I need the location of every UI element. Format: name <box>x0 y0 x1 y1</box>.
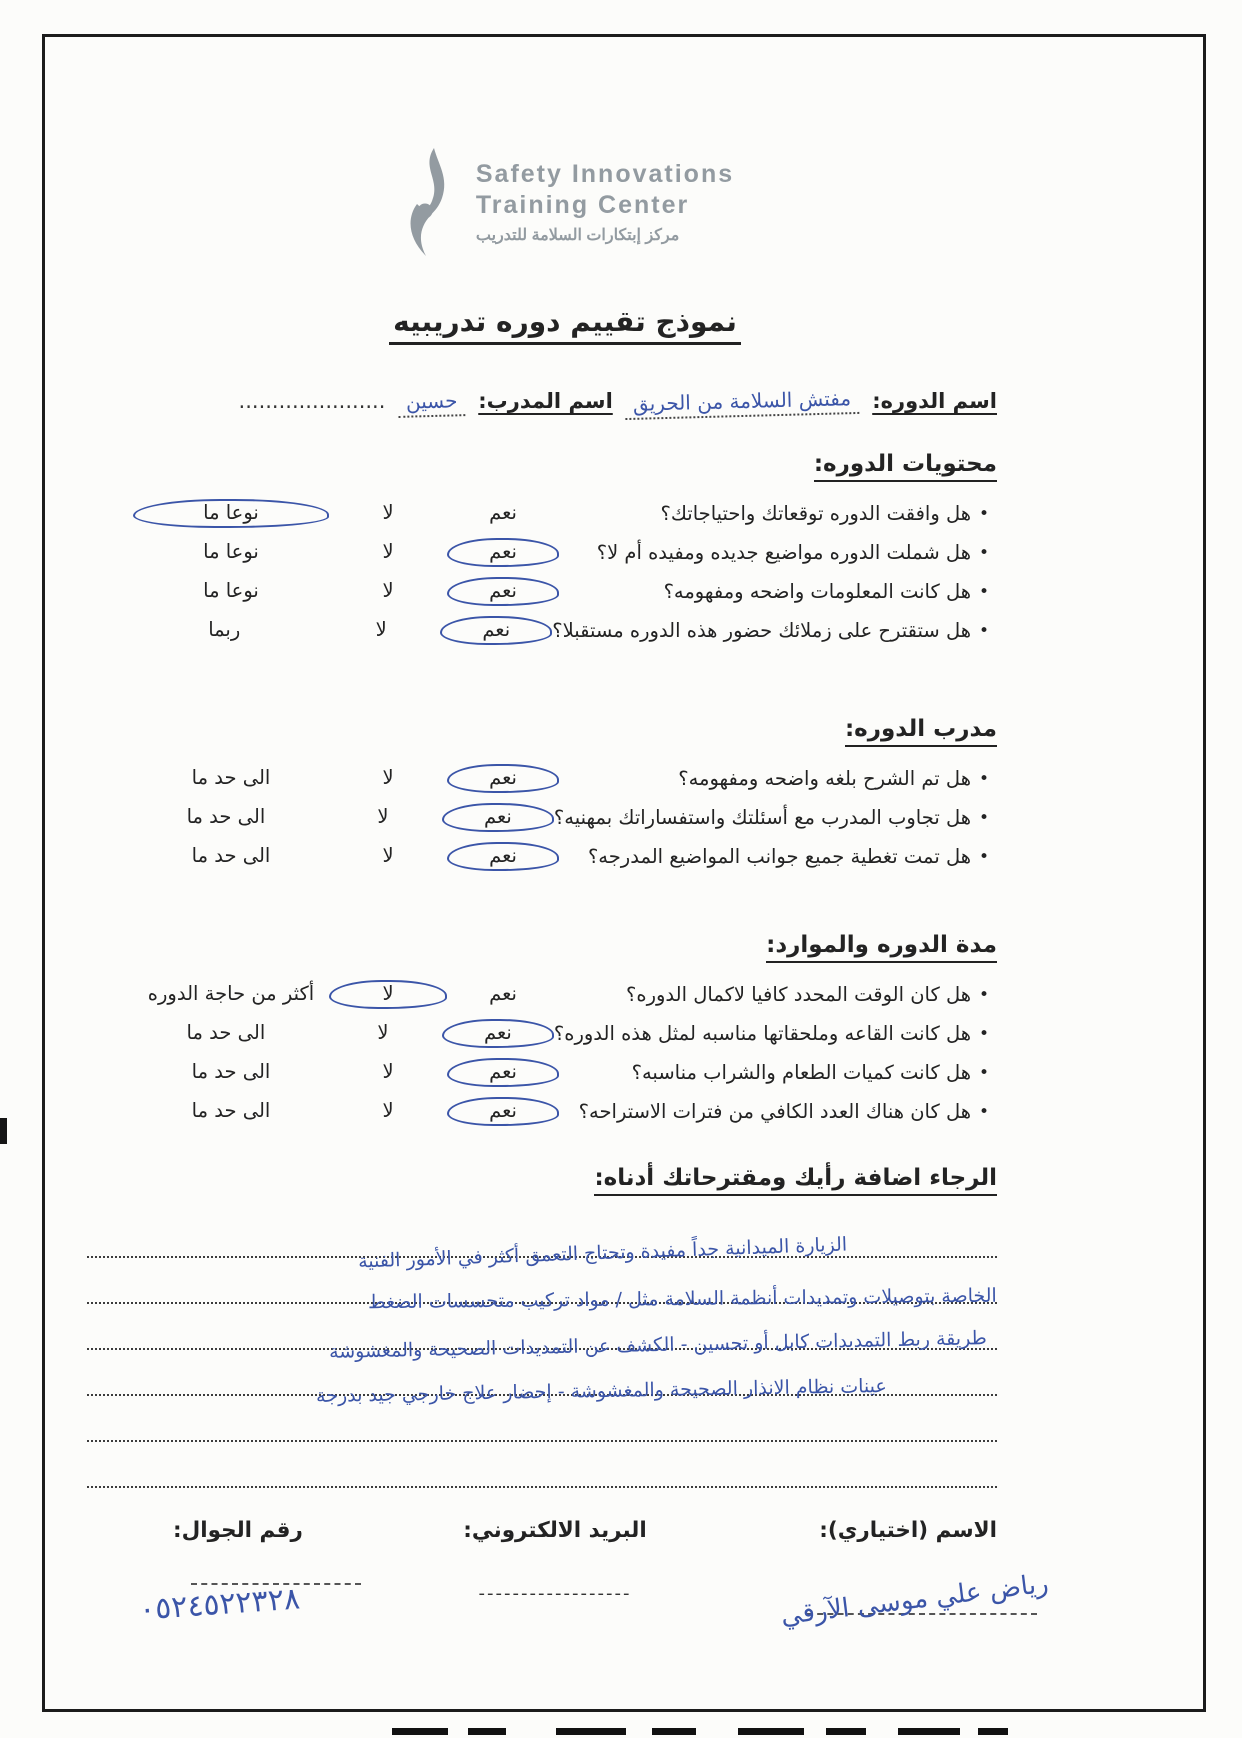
logo <box>133 141 997 263</box>
question-row <box>133 1053 997 1092</box>
option-no: لا <box>329 980 447 1009</box>
comment-line <box>87 1350 997 1407</box>
comments-area <box>87 1212 997 1488</box>
question-row <box>133 1014 997 1053</box>
option-yes: نعم <box>440 616 552 645</box>
handwritten-phone-number: ٠٥٢٤٥٢٢٣٢٨ <box>137 1581 302 1628</box>
logo-text <box>476 159 734 246</box>
course-contents-questions <box>133 494 997 650</box>
section-heading-duration-resources: مدة الدوره والموارد: <box>766 932 997 963</box>
question-text: هل وافقت الدوره توقعاتك واحتياجاتك؟ <box>660 502 971 525</box>
option-yes: نعم <box>447 538 559 567</box>
course-name-label: اسم الدوره: <box>872 389 997 413</box>
option-to-some-extent: الى حد ما <box>191 844 271 867</box>
option-yes: نعم <box>447 764 559 793</box>
trainer-name-handwritten-value: حسين <box>398 388 466 418</box>
comment-line-empty <box>87 1396 997 1442</box>
section-heading-course-trainer: مدرب الدوره: <box>845 716 997 747</box>
option-no: لا <box>382 766 394 789</box>
question-row <box>133 837 997 876</box>
handwritten-name: رياض علي موسى الآرقي <box>778 1568 1050 1632</box>
option-maybe: ربما <box>208 618 241 641</box>
scan-artifact <box>392 1728 448 1735</box>
question-row <box>133 1092 997 1131</box>
option-yes: نعم <box>447 577 559 606</box>
option-more-than-needed: أكثر من حاجة الدوره <box>147 982 315 1005</box>
question-text: هل تمت تغطية جميع جوانب المواضيع المدرجه؟ <box>587 845 971 868</box>
option-yes: نعم <box>442 1019 554 1048</box>
bullet-icon: • <box>978 542 990 563</box>
page-title: نموذج تقييم دوره تدريبيه <box>389 305 741 345</box>
question-text: هل كان الوقت المحدد كافيا لاكمال الدوره؟ <box>626 983 971 1006</box>
option-to-some-extent: الى حد ما <box>191 766 271 789</box>
question-row <box>133 494 997 533</box>
question-row <box>133 611 997 650</box>
duration-resources-questions <box>133 975 997 1131</box>
footer-labels-row <box>133 1518 997 1543</box>
course-name-handwritten-value: مفتش السلامة من الحريق <box>625 386 860 420</box>
option-somewhat: نوعا ما <box>133 499 329 528</box>
option-yes: نعم <box>447 1058 559 1087</box>
question-text: هل تم الشرح بلغه واضحه ومفهومه؟ <box>678 767 971 790</box>
trainer-name-label: اسم المدرب: <box>478 389 613 413</box>
course-info-line <box>133 386 997 417</box>
option-to-some-extent: الى حد ما <box>191 1099 271 1122</box>
handwritten-comment: طريقة ربط التمديدات كابل أو تحسين - الكشف عن التمديدات الصحيحة والمغشوشة <box>329 1327 988 1363</box>
option-yes: نعم <box>447 1097 559 1126</box>
bullet-icon: • <box>978 1062 990 1083</box>
question-row <box>133 975 997 1014</box>
question-text: هل شملت الدوره مواضيع جديده ومفيده أم لا؟ <box>596 541 971 564</box>
option-somewhat: نوعا ما <box>203 540 259 563</box>
question-text: هل كانت المعلومات واضحه ومفهومه؟ <box>663 580 971 603</box>
option-somewhat: نوعا ما <box>203 579 259 602</box>
bullet-icon: • <box>978 984 990 1005</box>
option-no: لا <box>377 1021 389 1044</box>
logo-name-line2: Training Center <box>475 191 690 219</box>
bullet-icon: • <box>978 807 990 828</box>
comment-line-empty <box>87 1442 997 1488</box>
option-to-some-extent: الى حد ما <box>191 1060 271 1083</box>
email-label: البريد الالكتروني: <box>463 1518 647 1543</box>
comment-line <box>87 1212 997 1273</box>
name-field-value <box>677 1568 1050 1653</box>
dotted-fill: ...................... <box>238 389 386 413</box>
option-yes: نعم <box>489 501 517 524</box>
option-no: لا <box>377 805 389 828</box>
scan-artifact <box>826 1728 866 1735</box>
question-text: هل تجاوب المدرب مع أسئلتك واستفساراتك بمهنيه؟ <box>553 806 971 829</box>
scan-artifact <box>738 1728 804 1735</box>
comments-heading: الرجاء اضافة رأيك ومقترحاتك أدناه: <box>594 1165 997 1196</box>
name-optional-label: الاسم (اختياري): <box>819 1518 997 1543</box>
option-no: لا <box>382 1099 394 1122</box>
scan-artifact <box>0 1118 7 1144</box>
option-no: لا <box>382 501 394 524</box>
option-no: لا <box>375 618 387 641</box>
bullet-icon: • <box>978 1101 990 1122</box>
option-no: لا <box>382 540 394 563</box>
scan-artifact <box>978 1728 1008 1735</box>
footer-values-row <box>133 1568 1050 1653</box>
form-content <box>45 37 1203 1709</box>
option-yes: نعم <box>442 803 554 832</box>
option-to-some-extent: الى حد ما <box>186 805 266 828</box>
option-to-some-extent: الى حد ما <box>186 1021 266 1044</box>
scan-artifact <box>652 1728 696 1735</box>
question-text: هل كانت كميات الطعام والشراب مناسبه؟ <box>631 1061 971 1084</box>
question-row <box>133 533 997 572</box>
bullet-icon: • <box>978 620 990 641</box>
handwritten-comment: الخاصة بتوصيلات وتمديدات أنظمة السلامة مثل / مواد تركيب متحسسات الضغط <box>368 1284 998 1314</box>
option-yes: نعم <box>447 842 559 871</box>
logo-flame-icon <box>396 146 462 258</box>
scan-artifact <box>898 1728 960 1735</box>
scan-artifact <box>468 1728 506 1735</box>
bullet-icon: • <box>978 768 990 789</box>
handwritten-comment: الزيارة الميدانية جداً مفيدة وتحتاج التعمق أكثر في الأمور الفنية <box>357 1233 848 1273</box>
email-field-value: ------------------ <box>478 1583 632 1604</box>
logo-name-line1: Safety Innovations <box>475 159 735 188</box>
question-row <box>133 798 997 837</box>
section-heading-course-contents: محتويات الدوره: <box>814 451 997 482</box>
comment-line <box>87 1304 997 1363</box>
bullet-icon: • <box>978 503 990 524</box>
option-no: لا <box>382 1060 394 1083</box>
option-no: لا <box>382 844 394 867</box>
comment-line <box>87 1258 998 1314</box>
option-yes: نعم <box>489 982 517 1005</box>
option-no: لا <box>382 579 394 602</box>
question-row <box>133 572 997 611</box>
scan-artifact <box>556 1728 626 1735</box>
handwritten-comment: عينات نظام الانذار الصحيحة والمغشوشة - إحضار علاج خارجي جيد بدرجة <box>316 1375 888 1407</box>
page-border-frame <box>42 34 1206 1712</box>
course-trainer-questions <box>133 759 997 876</box>
mobile-field-value <box>133 1569 433 1653</box>
mobile-number-label: رقم الجوال: <box>173 1518 303 1543</box>
bullet-icon: • <box>978 846 990 867</box>
question-text: هل كان هناك العدد الكافي من فترات الاستراحه؟ <box>578 1100 971 1123</box>
bullet-icon: • <box>978 1023 990 1044</box>
question-text: هل كانت القاعه وملحقاتها مناسبه لمثل هذه الدوره؟ <box>553 1022 971 1045</box>
bullet-icon: • <box>978 581 990 602</box>
question-text: هل ستقترح على زملائك حضور هذه الدوره مستقبلا؟ <box>552 619 971 642</box>
logo-arabic-name: مركز إبتكارات السلامة للتدريب <box>475 227 680 245</box>
question-row <box>133 759 997 798</box>
